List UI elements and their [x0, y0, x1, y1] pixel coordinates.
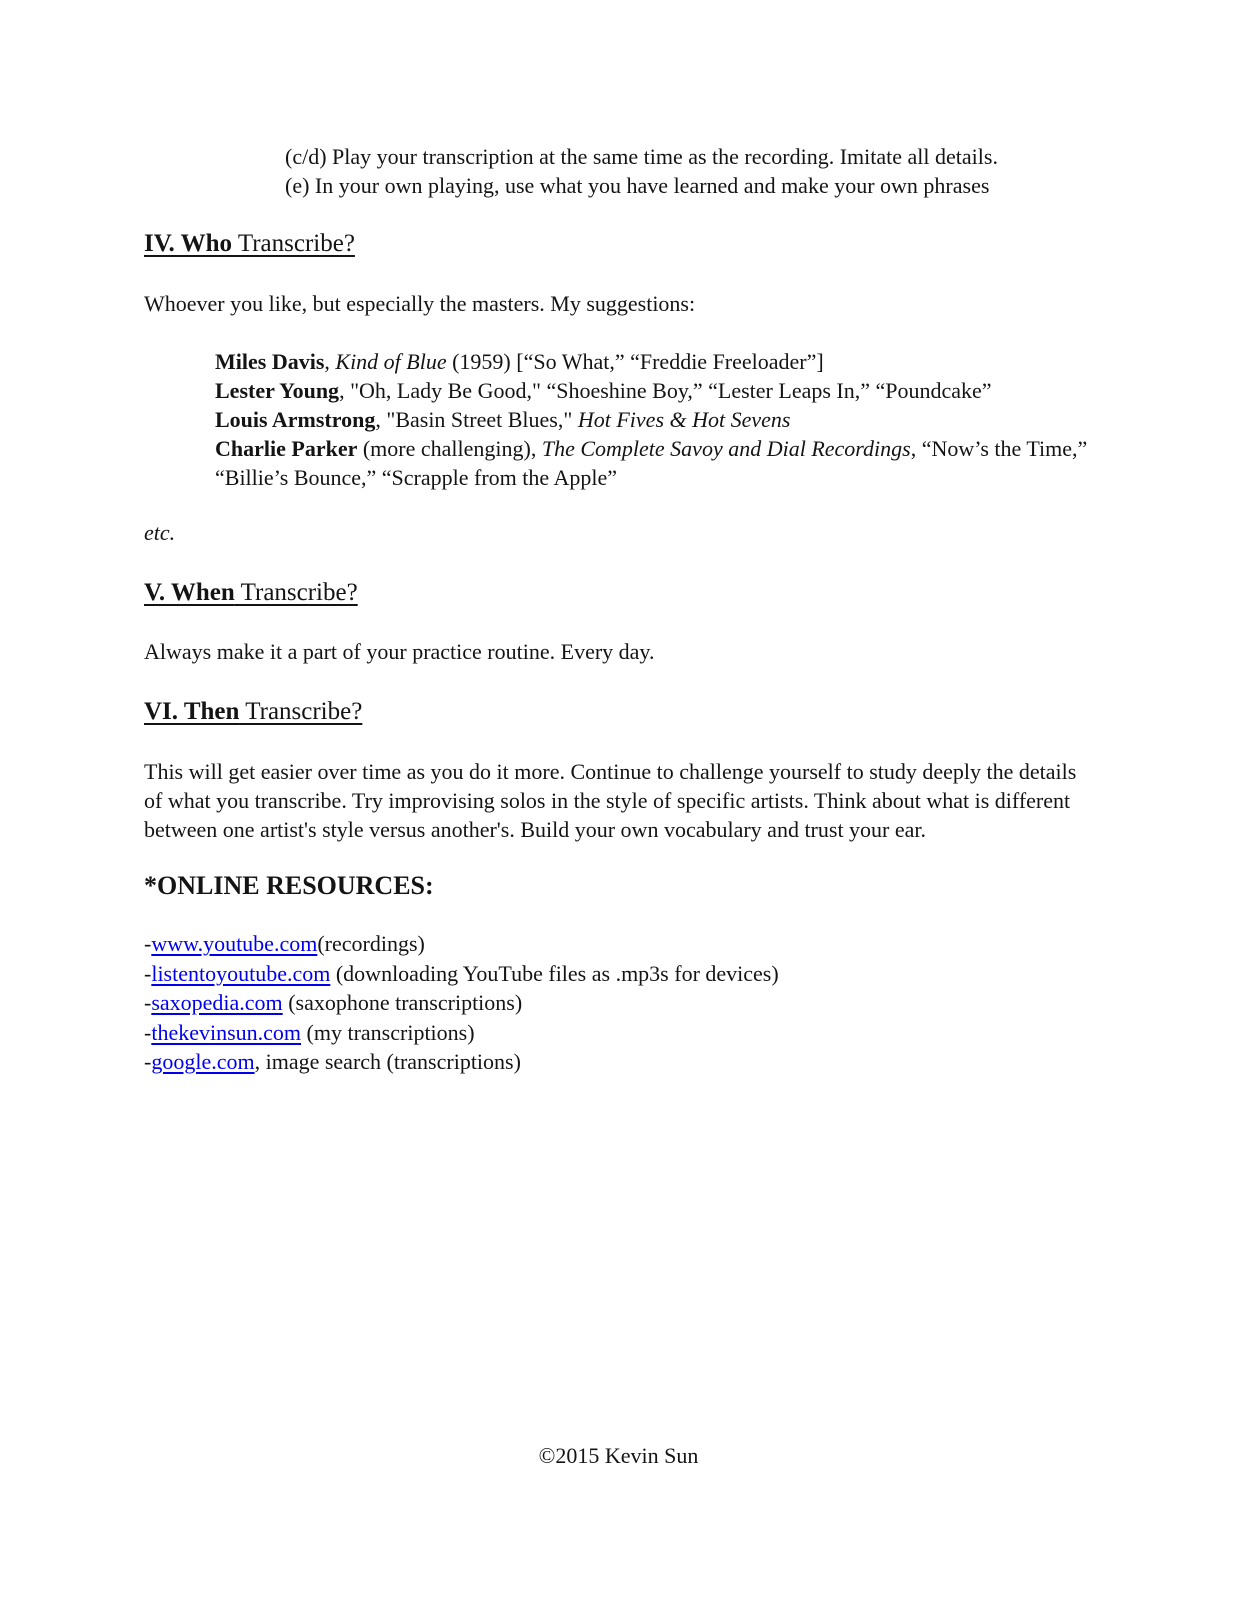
- intro-steps: [285, 142, 1094, 200]
- who-intro-text: Whoever you like, but especially the masters. My suggestions:: [144, 291, 696, 316]
- text-segment: Kind of Blue: [335, 349, 447, 374]
- resource-desc: (saxophone transcriptions): [282, 990, 523, 1015]
- resource-item-saxopedia: [144, 988, 1094, 1018]
- text-segment: Louis Armstrong: [215, 407, 376, 432]
- intro-line-cd: (c/d) Play your transcription at the same time as the recording. Imitate all details.: [285, 144, 998, 169]
- text-segment: Miles Davis: [215, 349, 325, 374]
- resource-dash: -: [144, 990, 152, 1015]
- when-text: Always make it a part of your practice routine. Every day.: [144, 639, 655, 664]
- list-item-lester-young: [215, 376, 1100, 405]
- resource-desc: , image search (transcriptions): [254, 1049, 521, 1074]
- list-item-miles-davis: [215, 347, 1100, 376]
- resource-item-thekevinsun: [144, 1018, 1094, 1048]
- resources-list: [144, 929, 1094, 1077]
- resource-dash: -: [144, 1019, 152, 1045]
- text-segment: , "Basin Street Blues,": [375, 407, 578, 432]
- document-content: [144, 142, 1094, 1077]
- text-segment: , “Now’s the Time,” “Billie’s Bounce,” “Scrapple from the Apple”: [215, 436, 1088, 490]
- text-segment: ,: [324, 349, 336, 374]
- heading-who-transcribe: [144, 229, 1094, 258]
- heading-online-resources: *ONLINE RESOURCES:: [144, 871, 434, 900]
- resource-link-google[interactable]: google.com: [151, 1049, 255, 1074]
- text-segment: The Complete Savoy and Dial Recordings: [541, 436, 911, 461]
- resource-item-google: [144, 1047, 1094, 1077]
- list-item-louis-armstrong: [215, 405, 1100, 434]
- intro-line-e: (e) In your own playing, use what you have learned and make your own phrases: [285, 173, 990, 198]
- resource-item-youtube: [144, 929, 1094, 959]
- text-segment: Hot Fives & Hot Sevens: [577, 407, 791, 432]
- list-item-charlie-parker: [215, 434, 1100, 492]
- heading-then-bold: VI. Then: [144, 698, 240, 725]
- heading-when-transcribe: [144, 578, 1094, 607]
- heading-who-rest: Transcribe?: [232, 230, 355, 257]
- text-segment: (1959) [“So What,” “Freddie Freeloader”]: [446, 349, 824, 374]
- copyright-footer: ©2015 Kevin Sun: [538, 1443, 699, 1468]
- heading-then-transcribe: [144, 697, 1094, 726]
- suggestions-list: [215, 347, 1100, 492]
- heading-when-bold: V. When: [144, 579, 235, 606]
- resource-link-thekevinsun[interactable]: thekevinsun.com: [151, 1019, 302, 1045]
- heading-when-rest: Transcribe?: [234, 579, 358, 606]
- text-segment: Charlie Parker: [215, 436, 358, 461]
- resource-item-listentoyoutube: [144, 959, 1094, 989]
- resource-link-youtube[interactable]: www.youtube.com: [151, 931, 318, 956]
- resource-dash: -: [144, 960, 152, 986]
- text-segment: , "Oh, Lady Be Good," “Shoeshine Boy,” “Lester Leaps In,” “Poundcake”: [339, 378, 992, 403]
- then-paragraph: This will get easier over time as you do it more. Continue to challenge yourself to study deeply the details of what you transcribe. Try improvising solos in the style of specific artists. Think about what is different between one artist's style versus another's. Build your own vocabulary and trust your ear.: [144, 759, 1077, 842]
- resource-link-listentoyoutube[interactable]: listentoyoutube.com: [151, 960, 331, 986]
- heading-then-rest: Transcribe?: [239, 698, 363, 725]
- resource-desc: (my transcriptions): [301, 1019, 475, 1045]
- resource-dash: -: [144, 931, 152, 956]
- etc-text: etc.: [144, 520, 176, 545]
- resource-dash: -: [144, 1049, 152, 1074]
- heading-who-bold: IV. Who: [144, 230, 233, 257]
- resource-link-saxopedia[interactable]: saxopedia.com: [151, 990, 283, 1015]
- resource-desc: (recordings): [317, 931, 425, 956]
- resource-desc: (downloading YouTube files as .mp3s for devices): [330, 960, 779, 986]
- text-segment: Lester Young: [215, 378, 340, 403]
- text-segment: (more challenging),: [357, 436, 542, 461]
